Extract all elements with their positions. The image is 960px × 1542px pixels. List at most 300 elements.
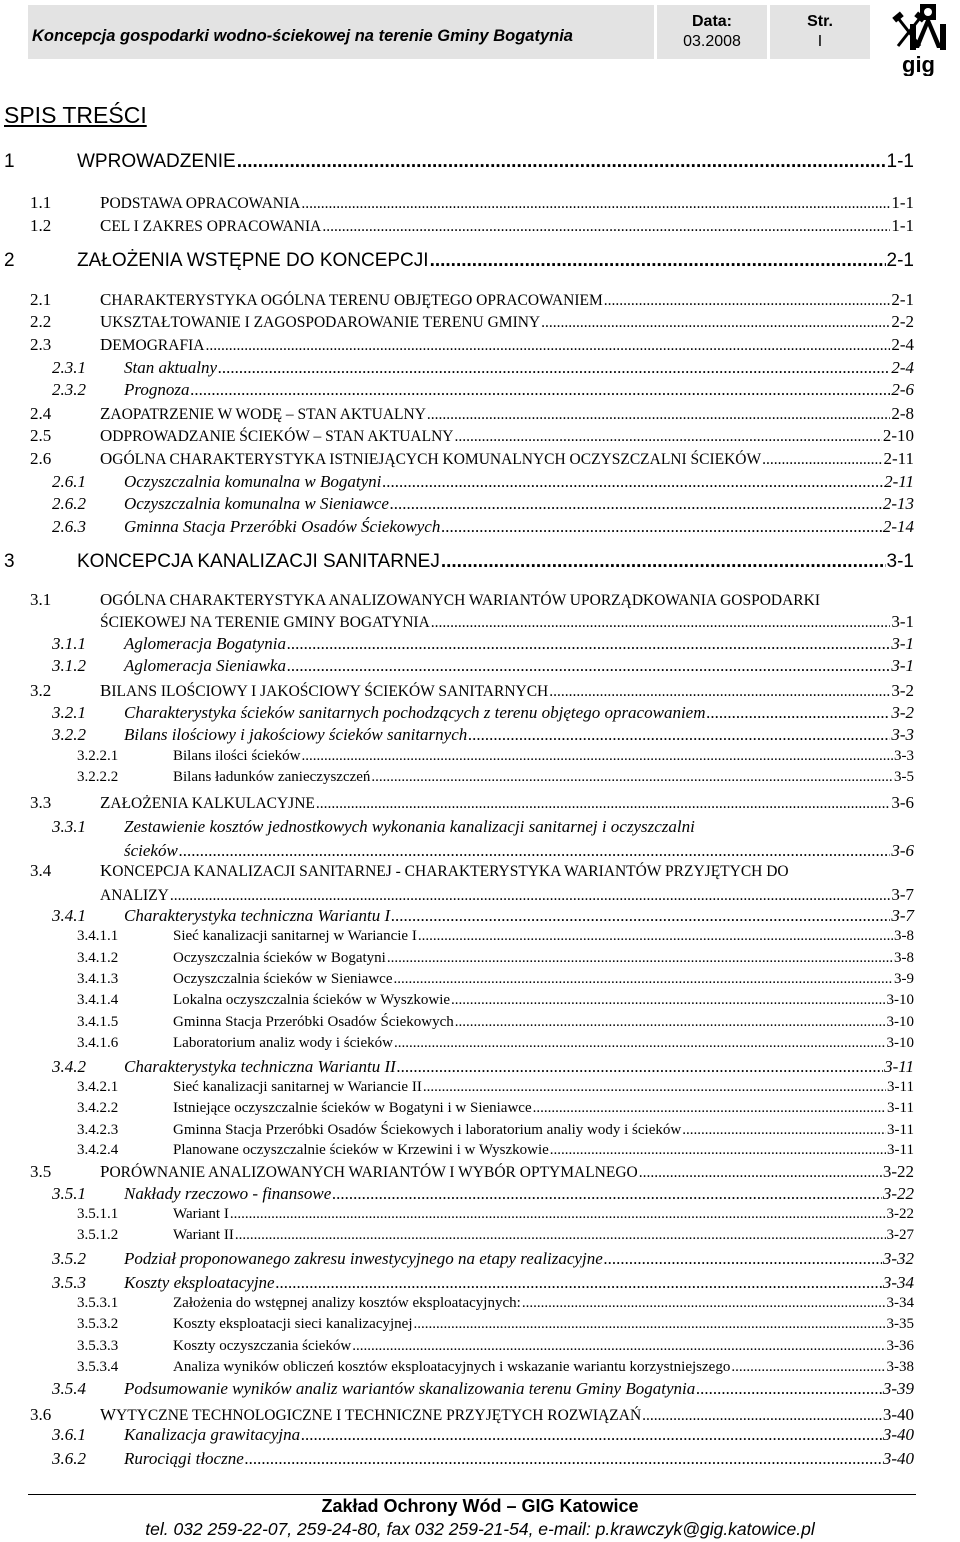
toc-entry-line (100, 193, 914, 213)
toc-leader-dots (316, 795, 890, 813)
toc-entry-page: 3-10 (886, 1014, 914, 1030)
toc-entry[interactable] (0, 703, 960, 725)
toc-entry-page: 3-7 (891, 885, 914, 904)
toc-entry[interactable] (0, 681, 960, 703)
toc-entry-title-text: ILANS ILOŚCIOWY I JAKOŚCIOWY ŚCIEKÓW SANITARNYCH (111, 683, 549, 700)
toc-entry-number: 3.5.2 (52, 1249, 86, 1268)
toc-entry-line (173, 971, 914, 988)
toc-entry-number: 3.5.1.2 (77, 1227, 119, 1243)
toc-entry[interactable] (0, 817, 960, 863)
toc-leader-dots (205, 337, 890, 355)
toc-leader-dots (423, 1079, 886, 1096)
toc-leader-dots (550, 1142, 886, 1159)
toc-entry-number: 3.1.1 (52, 634, 86, 653)
toc-entry-page: 2-11 (884, 472, 914, 491)
toc-entry-number: 3.2 (30, 681, 52, 700)
toc-entry-title (124, 634, 286, 654)
toc-entry-title-text: Rurociągi tłoczne (124, 1449, 244, 1468)
toc-entry-title: ONCEPCJA KANALIZACJI SANITARNEJ - CHARAKTERYSTYKA WARIANTÓW PRZYJĘTYCH DO (112, 863, 789, 880)
toc-entry-title (173, 950, 386, 967)
toc-entry-page: 3-2 (891, 703, 914, 722)
toc-entry-title (100, 1405, 641, 1425)
toc-entry-title-text: Oczyszczalnia ścieków w Sieniawce (173, 971, 393, 987)
toc-leader-dots (287, 656, 890, 676)
toc-leader-dots (468, 725, 890, 745)
toc-entry-title (173, 748, 301, 765)
toc-entry-title (77, 250, 429, 272)
toc-entry-initial: D (100, 335, 113, 354)
toc-leader-dots (287, 634, 890, 654)
toc-entry-title-text: Oczyszczalnia komunalna w Bogatyni (124, 472, 382, 491)
toc-entry-line (100, 290, 914, 310)
toc-entry-line (124, 1057, 914, 1077)
toc-entry-title (124, 380, 190, 400)
toc-entry-number: 3.5.3.3 (77, 1338, 119, 1354)
toc-entry-line (173, 1295, 914, 1312)
toc-entry-title-text: AOPATRZENIE W WODĘ – STAN AKTUALNY (110, 406, 426, 423)
toc-entry-title-text: Koszty oczyszczania ścieków (173, 1338, 352, 1354)
toc-entry-page: 3-11 (887, 1100, 914, 1116)
toc-entry-number: 3.4.1.2 (77, 950, 119, 966)
toc-entry-page: 3-11 (887, 1079, 914, 1095)
toc-leader-dots (762, 451, 882, 469)
toc-entry[interactable] (0, 1316, 960, 1338)
toc-entry-line (124, 841, 914, 861)
toc-entry-page: 2-2 (891, 312, 914, 331)
toc-entry[interactable] (0, 1162, 960, 1184)
toc-entry-title (124, 472, 381, 492)
toc-entry-title (124, 703, 706, 723)
toc-entry-title (77, 151, 236, 173)
toc-entry-title-text: Koszty eksploatacyjne (124, 1273, 275, 1292)
toc-entry-title (173, 769, 370, 786)
toc-entry[interactable] (0, 1359, 960, 1381)
toc-entry-page: 3-1 (891, 612, 914, 631)
toc-entry[interactable] (0, 748, 960, 770)
toc-leader-dots (332, 1184, 882, 1204)
toc-entry-number: 3.5 (30, 1162, 52, 1181)
toc-entry-page: 3-38 (886, 1359, 914, 1375)
toc-entry-page: 3-34 (882, 1273, 914, 1292)
toc-entry-page: 3-11 (884, 1057, 914, 1076)
toc-entry-title-text: Sieć kanalizacji sanitarnej w Wariancie I (173, 928, 417, 944)
page-label: Str. (807, 13, 833, 30)
toc-entry-title (124, 1449, 244, 1469)
toc-entry[interactable] (0, 634, 960, 656)
toc-leader-dots (430, 250, 886, 272)
toc-entry-title (124, 656, 286, 676)
toc-entry[interactable] (0, 1035, 960, 1057)
toc-entry-page: 3-9 (894, 971, 914, 987)
toc-entry[interactable] (0, 906, 960, 928)
toc-entry[interactable] (0, 1100, 960, 1122)
toc-entry-page: 3-34 (886, 1295, 914, 1311)
toc-entry[interactable] (0, 725, 960, 747)
toc-entry-title: GÓLNA CHARAKTERYSTYKA ANALIZOWANYCH WARIANTÓW UPORZĄDKOWANIA GOSPODARKI (112, 592, 820, 609)
toc-entry-title (77, 551, 440, 573)
toc-entry[interactable] (0, 950, 960, 972)
toc-entry-page: 3-10 (886, 1035, 914, 1051)
toc-entry[interactable] (0, 793, 960, 815)
toc-entry-number: 3.1.2 (52, 656, 86, 675)
toc-entry-number: 3.4.2.4 (77, 1142, 119, 1158)
toc-leader-dots (276, 1273, 882, 1293)
toc-entry-page: 2-8 (891, 404, 914, 423)
toc-entry-page: 3-11 (887, 1142, 914, 1158)
toc-entry-title-text: Charakterystyka techniczna Wariantu II (124, 1057, 396, 1076)
toc-entry-title-text: Bilans ilości ścieków (173, 748, 301, 764)
toc-leader-dots (170, 887, 890, 905)
toc-entry-line (173, 748, 914, 765)
toc-entry-number: 3.3 (30, 793, 52, 812)
toc-entry-initial: C (100, 290, 112, 309)
toc-entry-title-text: KONCEPCJA KANALIZACJI SANITARNEJ (77, 551, 440, 572)
toc-leader-dots (441, 551, 886, 573)
toc-entry-number: 3.4.1.5 (77, 1014, 119, 1030)
toc-leader-dots (441, 517, 881, 537)
toc-entry[interactable] (0, 449, 960, 471)
toc-entry[interactable] (0, 1273, 960, 1295)
toc-leader-dots (642, 1407, 882, 1425)
toc-entry[interactable] (0, 1338, 960, 1360)
toc-entry-title-text: Kanalizacja grawitacyjna (124, 1425, 301, 1444)
toc-entry-page: 3-40 (882, 1405, 914, 1424)
toc-entry-number: 3.4.2 (52, 1057, 86, 1076)
toc-entry-number: 3.5.3 (52, 1273, 86, 1292)
toc-leader-dots (301, 1425, 882, 1445)
toc-entry-line (100, 681, 914, 701)
toc-entry-line (173, 1359, 914, 1376)
toc-leader-dots (682, 1122, 886, 1139)
toc-entry-line (100, 449, 914, 469)
toc-leader-dots (696, 1379, 882, 1399)
toc-entry-line (173, 1035, 914, 1052)
toc-entry-line (100, 793, 914, 813)
toc-entry[interactable] (0, 1014, 960, 1036)
toc-entry[interactable] (0, 216, 960, 238)
toc-entry-number: 3.4.2.3 (77, 1122, 119, 1138)
toc-leader-dots (352, 1338, 885, 1355)
toc-entry-page: 2-4 (891, 358, 914, 377)
toc-entry-number: 3.6.1 (52, 1425, 86, 1444)
toc-entry[interactable] (0, 1249, 960, 1271)
toc-leader-dots (218, 358, 890, 378)
toc-entry[interactable] (0, 1449, 960, 1471)
toc-entry[interactable] (0, 1206, 960, 1228)
toc-entry[interactable] (0, 928, 960, 950)
toc-entry[interactable] (0, 193, 960, 215)
toc-leader-dots (414, 1316, 886, 1333)
toc-entry[interactable] (0, 992, 960, 1014)
toc-entry-title (100, 449, 761, 469)
toc-entry-title-text: Istniejące oczyszczalnie ścieków w Bogatyni i w Sieniawce (173, 1100, 532, 1116)
toc-entry-title (124, 1273, 275, 1293)
page-value: I (817, 33, 823, 50)
toc-entry-page: 3-40 (882, 1449, 914, 1468)
toc-entry-title-text: Planowane oczyszczalnie ścieków w Krzewini i w Wyszkowie (173, 1142, 549, 1158)
toc-entry-title (124, 1184, 331, 1204)
toc-entry-line (173, 769, 914, 786)
toc-entry-title (173, 1122, 681, 1139)
toc-entry-number: 2.1 (30, 290, 52, 309)
toc-entry[interactable] (0, 517, 960, 539)
toc-entry-title-text: Gminna Stacja Przeróbki Osadów Ściekowych (173, 1014, 454, 1030)
toc-entry-initial: O (100, 590, 113, 609)
toc-entry-page: 1-1 (886, 151, 914, 172)
toc-entry-title-text: ORÓWNANIE ANALIZOWANYCH WARIANTÓW I WYBÓR OPTYMALNEGO (109, 1164, 638, 1181)
toc-entry-title-continued: ANALIZY (100, 887, 169, 904)
toc-entry-line (173, 1142, 914, 1159)
toc-entry-page: 3-8 (894, 928, 914, 944)
toc-entry-title-text: Podział proponowanego zakresu inwestycyjnego na etapy realizacyjne (124, 1249, 603, 1268)
toc-leader-dots (418, 928, 893, 945)
toc-leader-dots (541, 314, 890, 332)
toc-entry-number: 3.4.1.1 (77, 928, 119, 944)
toc-entry-title-text: Podsumowanie wyników analiz wariantów skanalizowania terenu Gminy Bogatynia (124, 1379, 696, 1398)
toc-entry-title (173, 1014, 454, 1031)
toc-leader-dots (731, 1359, 885, 1376)
toc-entry-title (100, 312, 540, 332)
toc-entry-line (100, 312, 914, 332)
toc-entry-number: 3.2.2 (52, 725, 86, 744)
toc-entry-page: 3-22 (882, 1184, 914, 1203)
toc-entry-page: 1-1 (891, 193, 914, 212)
toc-entry-title-text: Charakterystyka ścieków sanitarnych pochodzących z terenu objętego opracowaniem (124, 703, 706, 722)
toc-entry-title-text: Lokalna oczyszczalnia ścieków w Wyszkowie (173, 992, 451, 1008)
toc-entry-title-text: AŁOŻENIA KALKULACYJNE (110, 795, 315, 812)
toc-entry-title (173, 928, 417, 945)
toc-leader-dots (604, 292, 891, 310)
toc-entry-number: 3.4.1 (52, 906, 86, 925)
toc-entry-page: 3-8 (894, 950, 914, 966)
toc-entry-page: 2-1 (886, 250, 914, 271)
toc-entry-line (100, 612, 914, 632)
toc-entry-page: 2-11 (883, 449, 914, 468)
toc-entry[interactable] (0, 1227, 960, 1249)
toc-entry-title-text: DPROWADZANIE ŚCIEKÓW – STAN AKTUALNY (112, 428, 454, 445)
toc-entry-title (173, 992, 450, 1009)
toc-entry-title (124, 725, 467, 745)
toc-entry-number: 3.2.2.1 (77, 748, 119, 764)
toc-entry-title-text: Wariant II (173, 1227, 234, 1243)
toc-entry[interactable] (0, 494, 960, 516)
toc-leader-dots (371, 769, 893, 786)
toc-entry-number: 2.2 (30, 312, 52, 331)
toc-entry-title-text: Prognoza (124, 380, 190, 399)
toc-entry-page: 3-40 (882, 1425, 914, 1444)
toc-entry-title (124, 494, 389, 514)
toc-entry-line (100, 404, 914, 424)
toc-entry[interactable] (0, 250, 960, 272)
toc-entry-line (124, 1425, 914, 1445)
toc-entry[interactable] (0, 151, 960, 173)
toc-entry[interactable] (0, 290, 960, 312)
footer-divider (28, 1494, 916, 1495)
toc-entry[interactable] (0, 312, 960, 334)
toc-leader-dots (301, 195, 890, 213)
toc-entry-title (124, 906, 390, 926)
toc-entry-initial: C (100, 216, 112, 235)
toc-entry[interactable] (0, 358, 960, 380)
toc-entry-initial: B (100, 681, 112, 700)
toc-entry-page: 3-39 (882, 1379, 914, 1398)
toc-entry[interactable] (0, 1184, 960, 1206)
toc-entry-title-first-line (100, 861, 789, 881)
toc-entry-number: 3.3.1 (52, 817, 86, 836)
toc-entry-title-text: Aglomeracja Bogatynia (124, 634, 286, 653)
toc-entry-number: 2.3.1 (52, 358, 86, 377)
toc-entry-title-text: Sieć kanalizacji sanitarnej w Wariancie II (173, 1079, 422, 1095)
toc-entry-line (124, 1449, 914, 1469)
toc-entry-number: 3.5.1 (52, 1184, 86, 1203)
toc-entry-page: 3-1 (891, 656, 914, 675)
toc-entry[interactable] (0, 551, 960, 573)
toc-entry-title-text: Gminna Stacja Przeróbki Osadów Ściekowych i laboratorium analiy wody i ścieków (173, 1122, 682, 1138)
toc-entry-line (124, 358, 914, 378)
toc-entry-title-text: ZAŁOŻENIA WSTĘPNE DO KONCEPCJI (77, 250, 429, 271)
toc-entry-page: 3-3 (894, 748, 914, 764)
toc-entry-page: 2-1 (891, 290, 914, 309)
toc-leader-dots (391, 906, 890, 926)
toc-leader-dots (302, 748, 894, 765)
toc-entry-title (100, 426, 453, 446)
toc-entry-title (173, 1295, 521, 1312)
toc-entry-title (173, 1142, 549, 1159)
toc-leader-dots (639, 1164, 882, 1182)
toc-entry-line (124, 517, 914, 537)
toc-entry-title-text: Aglomeracja Sieniawka (124, 656, 286, 675)
toc-entry[interactable] (0, 335, 960, 357)
toc-entry-number: 2.6.3 (52, 517, 86, 536)
toc-leader-dots (387, 950, 893, 967)
toc-entry-title (100, 681, 548, 701)
toc-entry-line (124, 1249, 914, 1269)
toc-entry[interactable] (0, 1425, 960, 1447)
toc-entry-number: 3.5.4 (52, 1379, 86, 1398)
toc-entry-initial: P (100, 193, 110, 212)
toc-entry-title (124, 517, 440, 537)
toc-entry[interactable] (0, 656, 960, 678)
toc-entry[interactable] (0, 472, 960, 494)
toc-leader-dots (179, 841, 891, 861)
toc-entry-title (173, 1338, 351, 1355)
toc-entry-number: 3.2.1 (52, 703, 86, 722)
toc-entry[interactable] (0, 1405, 960, 1427)
toc-entry-page: 3-27 (886, 1227, 914, 1243)
toc-entry-title-text: Wariant I (173, 1206, 229, 1222)
toc-entry-page: 3-6 (891, 793, 914, 812)
toc-entry-line (173, 1014, 914, 1031)
toc-entry-title (124, 1425, 300, 1445)
toc-entry-title (100, 216, 321, 236)
toc-entry-title-text: YTYCZNE TECHNOLOGICZNE I TECHNICZNE PRZYJĘTYCH ROZWIĄZAŃ (116, 1407, 642, 1424)
toc-entry-title-text: Gminna Stacja Przeróbki Osadów Ściekowych (124, 517, 441, 536)
toc-entry-title-text: Nakłady rzeczowo - finansowe (124, 1184, 332, 1203)
toc-entry-title-text: KSZTAŁTOWANIE I ZAGOSPODAROWANIE TERENU GMINY (112, 314, 541, 331)
toc-entry-line (124, 1379, 914, 1399)
toc-entry-title (100, 335, 204, 355)
toc-leader-dots (237, 151, 886, 173)
toc-entry[interactable] (0, 1057, 960, 1079)
toc-entry-number: 3.2.2.2 (77, 769, 119, 785)
toc-entry-page: 3-6 (891, 841, 914, 860)
toc-leader-dots (522, 1295, 886, 1312)
toc-entry[interactable] (0, 861, 960, 907)
toc-entry-line (100, 1405, 914, 1425)
toc-entry-line (173, 1079, 914, 1096)
toc-entry-title (173, 1227, 234, 1244)
toc-entry-line (124, 634, 914, 654)
toc-entry-title-text: Założenia do wstępnej analizy kosztów eksploatacyjnych: (173, 1295, 521, 1311)
toc-entry-title-text: ODSTAWA OPRACOWANIA (109, 195, 301, 212)
toc-entry-number: 3.4.2.1 (77, 1079, 119, 1095)
toc-leader-dots (394, 971, 894, 988)
svg-text:gig: gig (902, 52, 935, 76)
toc-entry-number: 3 (4, 551, 15, 572)
toc-entry-title: Zestawienie kosztów jednostkowych wykonania kanalizacji sanitarnej i oczyszczalni (124, 817, 695, 836)
toc-entry-title (173, 1079, 422, 1096)
toc-entry-line (124, 1273, 914, 1293)
toc-entry-title-first-line (124, 817, 695, 837)
toc-leader-dots (604, 1249, 882, 1269)
footer-contact: tel. 032 259-22-07, 259-24-80, fax 032 259-21-54, e-mail: p.krawczyk@gig.katowice.pl (145, 1519, 815, 1539)
toc-entry-title (173, 1206, 229, 1223)
toc-entry-title-text: Stan aktualny (124, 358, 218, 377)
toc-title: SPIS TREŚCI (4, 102, 147, 128)
toc-entry-page: 2-4 (891, 335, 914, 354)
toc-entry[interactable] (0, 1079, 960, 1101)
toc-entry[interactable] (0, 1122, 960, 1144)
toc-entry-page: 3-35 (886, 1316, 914, 1332)
toc-entry-page: 3-1 (886, 551, 914, 572)
toc-entry[interactable] (0, 380, 960, 402)
toc-entry[interactable] (0, 404, 960, 426)
toc-entry[interactable] (0, 769, 960, 791)
toc-leader-dots (427, 406, 890, 424)
toc-entry-line (124, 494, 914, 514)
toc-entry-title-continued: ścieków (124, 841, 178, 860)
toc-entry-title-text: Koszty eksploatacji sieci kanalizacyjnej (173, 1316, 413, 1332)
toc-leader-dots (549, 683, 890, 701)
toc-entry-number: 2.5 (30, 426, 52, 445)
toc-entry[interactable] (0, 1379, 960, 1401)
toc-entry-title-text: Charakterystyka techniczna Wariantu I (124, 906, 391, 925)
toc-entry-number: 3.1 (30, 590, 52, 609)
toc-entry-title-text: Analiza wyników obliczeń kosztów eksploatacyjnych i wskazanie wariantu korzystniejszego (173, 1359, 731, 1375)
toc-entry-title (100, 404, 426, 424)
toc-leader-dots (394, 1035, 886, 1052)
toc-entry[interactable] (0, 590, 960, 634)
toc-leader-dots (235, 1227, 886, 1244)
toc-leader-dots (451, 992, 885, 1009)
toc-entry-initial: U (100, 312, 113, 331)
toc-entry-page: 3-10 (886, 992, 914, 1008)
toc-entry[interactable] (0, 1295, 960, 1317)
toc-leader-dots (455, 1014, 886, 1031)
toc-entry-number: 2.3.2 (52, 380, 86, 399)
toc-entry-line (173, 1316, 914, 1333)
toc-entry[interactable] (0, 971, 960, 993)
toc-leader-dots (322, 218, 890, 236)
toc-entry-page: 2-13 (882, 494, 914, 513)
toc-entry-page: 3-36 (886, 1338, 914, 1354)
toc-leader-dots (707, 703, 891, 723)
toc-entry-initial: K (100, 861, 113, 880)
toc-entry[interactable] (0, 426, 960, 448)
toc-entry-title-text: Oczyszczalnia komunalna w Sieniawce (124, 494, 389, 513)
toc-entry-title (100, 793, 315, 813)
toc-entry[interactable] (0, 1142, 960, 1164)
